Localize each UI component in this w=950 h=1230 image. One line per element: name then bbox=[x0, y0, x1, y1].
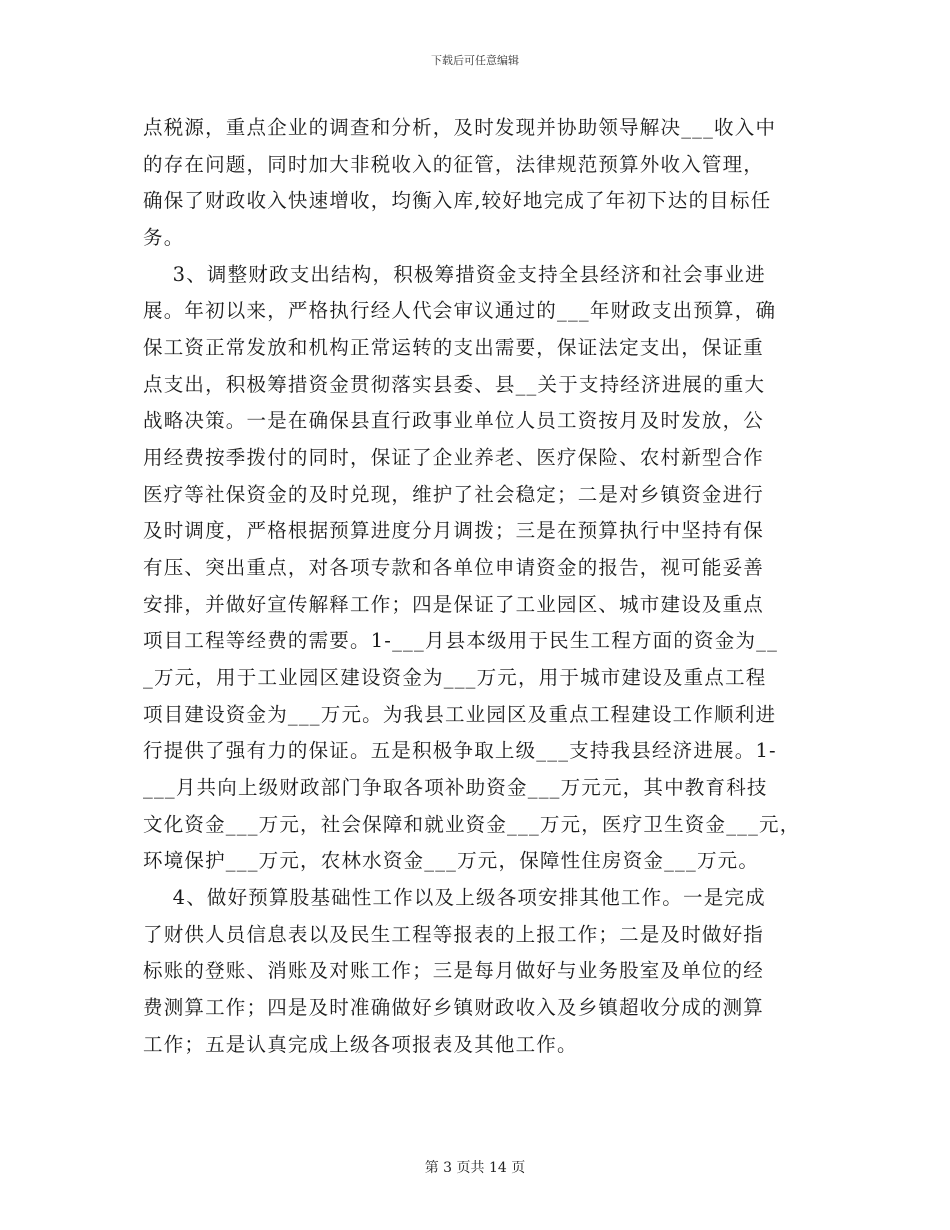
text-line: 标账的登账、消账及对账工作；三是每月做好与业务股室及单位的经 bbox=[143, 959, 765, 982]
text-line: 务。 bbox=[143, 226, 185, 249]
text-line: 了财供人员信息表以及民生工程等报表的上报工作；二是及时做好指 bbox=[143, 923, 765, 946]
text-line: 项目建设资金为___万元。为我县工业园区及重点工程建设工作顺利进 bbox=[143, 703, 777, 726]
text-line: ___月共向上级财政部门争取各项补助资金___万元元，其中教育科技 bbox=[143, 776, 768, 799]
text-line: 4、做好预算股基础性工作以及上级各项安排其他工作。一是完成 bbox=[143, 886, 766, 909]
text-line: 有压、突出重点，对各项专款和各单位申请资金的报告，视可能妥善 bbox=[143, 556, 765, 579]
text-line: 战略决策。一是在确保县直行政事业单位人员工资按月及时发放，公 bbox=[143, 409, 765, 432]
text-line: 行提供了强有力的保证。五是积极争取上级___支持我县经济进展。1- bbox=[143, 739, 777, 762]
text-line: 及时调度，严格根据预算进度分月调拨；三是在预算执行中坚持有保 bbox=[143, 519, 765, 542]
text-line: _万元，用于工业园区建设资金为___万元，用于城市建设及重点工程 bbox=[143, 666, 767, 689]
text-line: 展。年初以来，严格执行经人代会审议通过的___年财政支出预算，确 bbox=[143, 299, 777, 322]
text-line: 确保了财政收入快速增收，均衡入库,较好地完成了年初下达的目标任 bbox=[143, 189, 772, 212]
page-footer: 第 3 页共 14 页 bbox=[424, 1160, 526, 1176]
text-line: 项目工程等经费的需要。1-___月县本级用于民生工程方面的资金为__ bbox=[143, 629, 779, 652]
text-line: 3、调整财政支出结构，积极筹措资金支持全县经济和社会事业进 bbox=[143, 263, 766, 286]
text-line: 点税源，重点企业的调查和分析，及时发现并协助领导解决___收入中 bbox=[143, 116, 777, 139]
text-line: 工作；五是认真完成上级各项报表及其他工作。 bbox=[143, 1033, 578, 1056]
text-line: 文化资金___万元，社会保障和就业资金___万元，医疗卫生资金___元， bbox=[143, 813, 801, 836]
text-line: 点支出，积极筹措资金贯彻落实县委、县__关于支持经济进展的重大 bbox=[143, 373, 766, 396]
text-line: 用经费按季拨付的同时，保证了企业养老、医疗保险、农村新型合作 bbox=[143, 446, 765, 469]
text-line: 保工资正常发放和机构正常运转的支出需要，保证法定支出，保证重 bbox=[143, 336, 765, 359]
text-line: 环境保护___万元，农林水资金___万元，保障性住房资金___万元。 bbox=[143, 849, 760, 872]
text-line: 的存在问题，同时加大非税收入的征管，法律规范预算外收入管理， bbox=[143, 153, 765, 176]
text-line: 费测算工作；四是及时准确做好乡镇财政收入及乡镇超收分成的测算 bbox=[143, 996, 765, 1019]
page-header: 下载后可任意编辑 bbox=[431, 54, 519, 67]
text-line: 医疗等社保资金的及时兑现，维护了社会稳定；二是对乡镇资金进行 bbox=[143, 483, 765, 506]
text-line: 安排，并做好宣传解释工作；四是保证了工业园区、城市建设及重点 bbox=[143, 593, 765, 616]
